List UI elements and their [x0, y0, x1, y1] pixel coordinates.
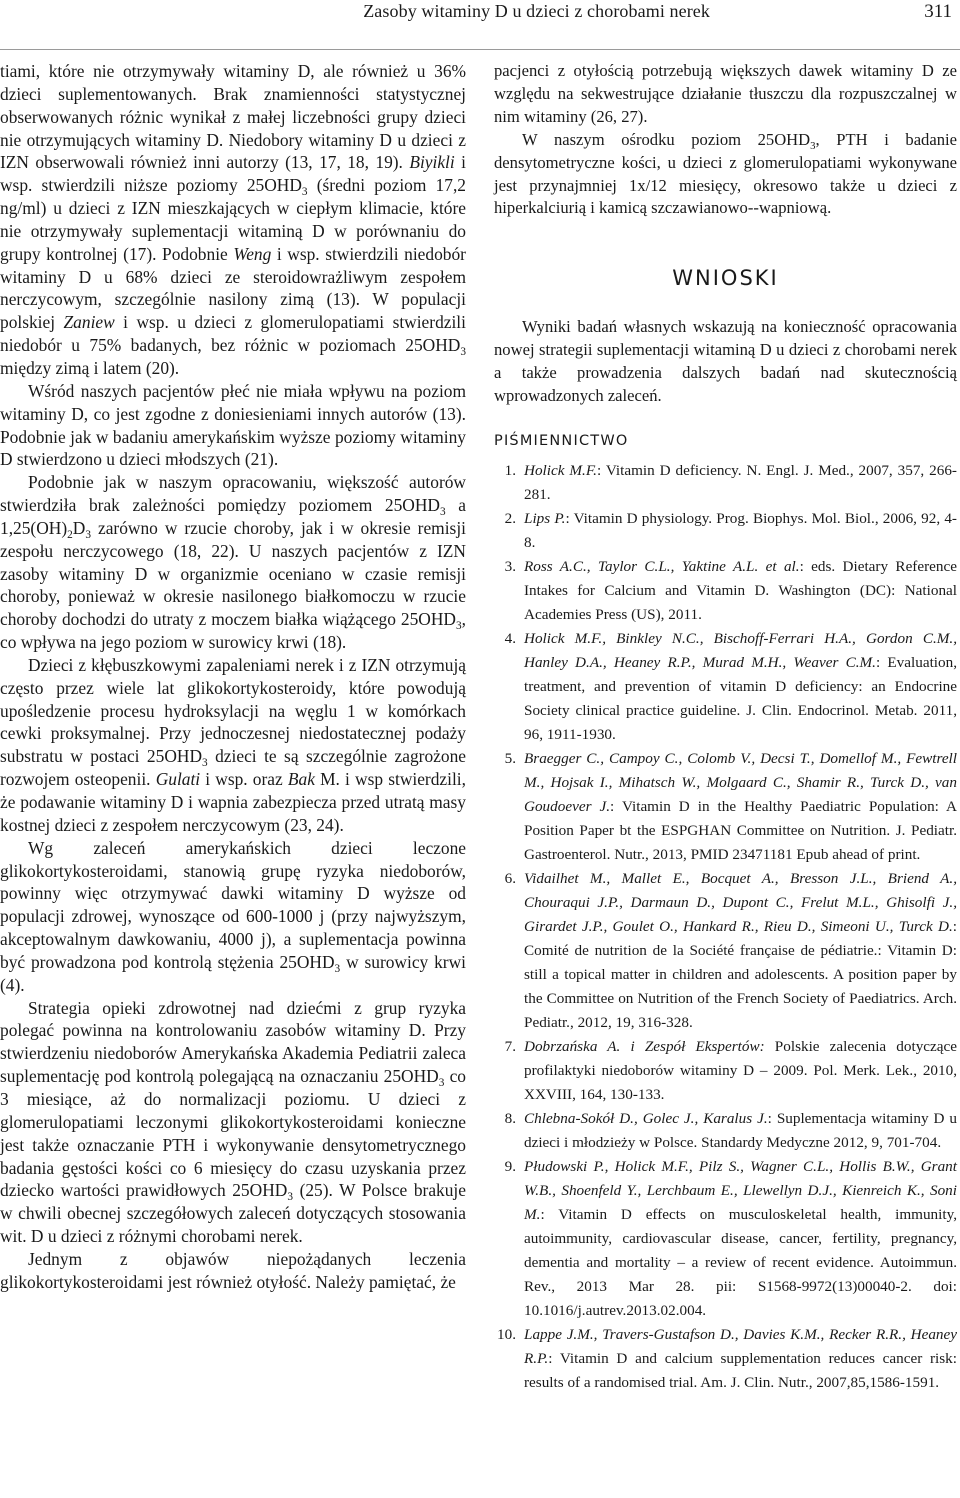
subscript: 3 [439, 505, 446, 518]
reference-number: 6. [504, 869, 516, 887]
text-run: dzieci te są szczególnie zagrożone rozwojem osteopenii. [0, 746, 466, 790]
reference-authors: Holick M.F., Binkley N.C., Bischoff-Ferrari H.A., Gordon C.M., Hanley D.A., Heaney R.P., Murad M.H., Weaver C.M. [524, 629, 957, 671]
subscript: 3 [85, 528, 92, 541]
reference-number: 3. [504, 557, 516, 575]
reference-authors: Holick M.F. [524, 461, 597, 479]
reference-item [494, 1323, 957, 1395]
author-name: Zaniew [63, 312, 115, 333]
author-name: Bak [287, 769, 315, 790]
text-run: D [72, 517, 86, 538]
text-run: i wsp. stwierdzili niższe poziomy 25OHD [0, 152, 466, 196]
paragraph-5 [0, 837, 466, 997]
reference-number: 8. [504, 1109, 516, 1127]
text-run: Strategia opieki zdrowotnej nad dziećmi z grup ryzyka polegać powinna na kontrolowaniu zasobów witaminy D. Przy stwierdzeniu niedoborów Amerykańska Akademia Pediatrii zaleca suplementację pod kontrolą polegającą na oznaczaniu 25OHD [0, 997, 466, 1087]
reference-authors: Vidailhet M., Mallet E., Bocquet A., Bresson J.L., Briend A., Chouraqui J.P., Darmaun D., Dupont C., Frelut M.L., Ghisolfi J., Girardet J.P., Goulet O., Hankard R., Rieu D., Simeoni U., Turck D. [524, 869, 957, 935]
left-column [0, 60, 466, 1294]
text-run: w surowicy krwi (4). [0, 951, 466, 995]
paragraph-7: Jednym z objawów niepożądanych leczenia glikokortykosteroidami jest również otyłość. Należy pamiętać, że [0, 1248, 466, 1292]
subscript: 3 [287, 1191, 293, 1204]
text-run: Wg zaleceń amerykańskich dzieci leczone glikokortykosteroidami, stanowią grupę ryzyka niedoborów, powinny więc otrzymywać dawki witaminy D wyższe od populacji zdrowej, wynoszące od 600-1000 j (przy najwyższym, akceptowalnym dawkowaniu, 4000 j), a suplementacja powinna być prowadzona pod kontrolą stężenia 25OHD [0, 837, 466, 972]
reference-item [494, 1155, 957, 1323]
reference-details: : Evaluation, treatment, and prevention of vitamin D deficiency: an Endocrine Society clinical practice guideline. J. Clin. Endocrinol. Metab. 2011, 96, 1911-1930. [524, 653, 957, 743]
reference-item [494, 555, 957, 627]
conclusions-text: Wyniki badań własnych wskazują na konieczność opracowania nowej strategii suplementacji witaminą D u dzieci z chorobami nerek a także prowadzenia dalszych badań nad skutecznością wprowadzonych zaleceń. [494, 317, 957, 405]
reference-details: : Vitamin D and calcium supplementation reduces cancer risk: results of a randomised trial. Am. J. Clin. Nutr., 2007,85,1586-1591. [524, 1349, 957, 1391]
text-run: (średni poziom 17,2 ng/ml) u dzieci z IZN mieszkających w ciepłym klimacie, które nie otrzymywały suplementacji witaminą D w porównaniu do grupy kontrolnej (17). Podobnie [0, 175, 466, 264]
paragraph-6 [0, 997, 466, 1248]
reference-authors: Braegger C., Campoy C., Colomb V., Decsi T., Domellof M., Fewtrell M., Hojsak I., Mihatsch W., Molgaard C., Shamir R., Turck D., van Goudoever J. [524, 749, 957, 815]
subscript: 3 [810, 139, 816, 152]
text-run: Dzieci z kłębuszkowymi zapaleniami nerek i z IZN otrzymują często przez wiele lat glikokortykosteroidy, które powodują upośledzenie procesu hydroksylacji na węglu 1 w komórkach cewki proksymalnej. Przy jednoczesnej niedostatecznej podaży substratu w postaci 25OHD [0, 654, 466, 767]
reference-details: : Comité de nutrition de la Société française de pédiatrie.: Vitamin D: still a topical matter in children and adolescents. A position paper by the Committee on Nutrition of the French Society of Paediatrics. Arch. Pediatr., 2012, 19, 316-328. [524, 917, 957, 1031]
text-run: i wsp. oraz [205, 769, 283, 790]
reference-item [494, 507, 957, 555]
page-number: 311 [924, 1, 952, 22]
text-run: W naszym ośrodku poziom 25OHD [522, 129, 811, 149]
reference-number: 4. [504, 629, 516, 647]
reference-number: 2. [504, 509, 516, 527]
running-title: Zasoby witaminy D u dzieci z chorobami nerek [363, 1, 710, 21]
reference-number: 5. [504, 749, 516, 767]
reference-details: Polskie zalecenia dotyczące profilaktyki niedoborów witaminy D – 2009. Pol. Merk. Lek., 2010, XXVIII, 164, 130-133. [524, 1037, 957, 1103]
text-run: zarówno w rzucie choroby, jak i w okresie remisji zespołu nerczycowego (18, 22). U naszych pacjentów z IZN zasoby witaminy D w organizmie oceniano w czasie remisji choroby, ponieważ w okresie nasilonego białkomoczu w rzucie choroby dochodzi do utraty z moczem białka wiążącego 25OHD [0, 517, 466, 630]
reference-item [494, 747, 957, 867]
reference-details: : Vitamin D in the Healthy Paediatric Population: A Position Paper bt the ESPGHAN Committee on Nutrition. J. Pediatr. Gastroenterol. Nutr., 2013, PMID 23471181 Epub ahead of print. [524, 797, 958, 863]
text-run: , co wpływa na jego poziom w surowicy krwi (18). [0, 609, 466, 653]
subscript: 3 [202, 757, 208, 770]
reference-item [494, 627, 957, 747]
reference-number: 10. [497, 1325, 516, 1343]
text-run: między zimą i latem (20). [0, 357, 180, 378]
text-run: tiami, które nie otrzymywały witaminy D, ale również u 36% dzieci suplementowanych. Brak znamienności statystycznej obserwowanych różnic wynikał z małej liczebności grupy dzieci nie otrzymujących witaminy D. Niedobory witaminy D u dzieci z IZN obserwowali również inni autorzy (13, 17, 18, 19). [0, 61, 466, 173]
page-header [0, 0, 960, 50]
reference-details: : Vitamin D physiology. Prog. Biophys. Mol. Biol., 2006, 92, 4-8. [524, 509, 957, 551]
subscript: 3 [438, 1077, 445, 1090]
subscript: 3 [301, 186, 308, 199]
reference-authors: Chlebna-Sokół D., Golec J., Karalus J. [524, 1109, 768, 1127]
subscript: 2 [67, 528, 73, 541]
reference-authors: Lips P. [524, 509, 566, 527]
right-column [494, 60, 957, 1395]
reference-authors: Płudowski P., Holick M.F., Pilz S., Wagner C.L., Hollis B.W., Grant W.B., Shoenfeld Y., Lerchbaum E., Llewellyn D.J., Kienreich K., Soni M. [524, 1157, 957, 1223]
references-heading: PIŚMIENNICTWO [494, 432, 629, 449]
author-name: Weng [233, 243, 272, 264]
reference-details: : Suplementacja witaminy D u dzieci i młodzieży w Polsce. Standardy Medyczne 2012, 9, 701-704. [524, 1109, 957, 1151]
text-run: a 1,25(OH) [0, 495, 466, 538]
reference-authors: Dobrzańska A. i Zespół Ekspertów: [524, 1037, 765, 1055]
references-list [494, 459, 957, 1395]
reference-number: 1. [504, 461, 516, 479]
paragraph-3 [0, 471, 466, 654]
text-run: i wsp. stwierdzili niedobór witaminy D u 68% dzieci ze steroidowrażliwym zespołem nerczycowym, szczególnie nasilony zimą (13). W populacji polskiej [0, 243, 466, 333]
text-run: , PTH i badanie densytometryczne kości, u dzieci z glomerulopatiami wykonywane jest przynajmniej 1x/12 miesięcy, okresowo także u dzieci z hiperkalciurią i kamicą szczawianowo--wapniową. [494, 129, 957, 218]
subscript: 3 [334, 962, 341, 975]
reference-item [494, 1035, 957, 1107]
text-run: (25). W Polsce brakuje w chwili obecnej szczegółowych zaleceń dotyczących stosowania wit. D u dzieci z różnymi chorobami nerek. [0, 1180, 466, 1247]
author-name: Gulati [155, 769, 201, 790]
text-run: Podobnie jak w naszym opracowaniu, większość autorów stwierdziła brak zależności pomiędzy poziomem 25OHD [0, 472, 466, 516]
text-run: i wsp. u dzieci z glomerulopatiami stwierdzili niedobór u 75% badanych, bez różnic w poziomach 25OHD [0, 312, 466, 356]
reference-item [494, 867, 957, 1035]
subscript: 3 [455, 620, 462, 633]
reference-authors: Ross A.C., Taylor C.L., Yaktine A.L. et al. [524, 557, 800, 575]
paragraph-8: pacjenci z otyłością potrzebują większych dawek witaminy D ze względu na sekwestrujące działanie tłuszczu dla rozpuszczalnej w nim witaminy (26, 27). [494, 61, 957, 126]
subscript: 3 [460, 346, 466, 359]
text-run: M. i wsp stwierdzili, że podawanie witaminy D i wapnia zabezpiecza przed utratą masy kostnej dzieci z zespołem nerczycowym (23, 24). [0, 769, 466, 835]
conclusions-heading: WNIOSKI [672, 266, 779, 291]
reference-authors: Lappe J.M., Travers-Gustafson D., Davies K.M., Recker R.R., Heaney R.P. [524, 1325, 957, 1367]
paragraph-2: Wśród naszych pacjentów płeć nie miała wpływu na poziom witaminy D, co jest zgodne z doniesieniami innych autorów (13). Podobnie jak w badaniu amerykańskim wyższe poziomy witaminy D stwierdzono u dzieci młodszych (21). [0, 380, 466, 470]
paragraph-9 [494, 129, 957, 221]
reference-number: 7. [504, 1037, 516, 1055]
reference-item [494, 1107, 957, 1155]
reference-number: 9. [504, 1157, 516, 1175]
text-run: co 3 miesiące, aż do normalizacji poziomu. U dzieci z glomerulopatiami leczonymi glikokortykosteroidami konieczne jest także oznaczanie PTH i wykonywanie densytometrycznego badania gęstości kości co 6 miesięcy do czasu uzyskania przez dziecko wartości prawidłowych 25OHD [0, 1066, 466, 1201]
author-name: Biyikli [409, 152, 455, 173]
reference-details: : Vitamin D effects on musculoskeletal health, immunity, autoimmunity, cardiovascular disease, cancer, fertility, pregnancy, dementia and mortality – a review of recent evidence. Autoimmun. Rev., 2013 Mar 28. pii: S1568-9972(13)00040-2. doi: 10.1016/j.autrev.2013.02.004. [524, 1205, 957, 1319]
paragraph-4 [0, 654, 466, 837]
reference-item [494, 459, 957, 507]
reference-details: : Vitamin D deficiency. N. Engl. J. Med., 2007, 357, 266-281. [524, 461, 957, 503]
paragraph-1 [0, 60, 466, 380]
reference-details: : eds. Dietary Reference Intakes for Calcium and Vitamin D. Washington (DC): National Academies Press (US), 2011. [524, 557, 957, 623]
